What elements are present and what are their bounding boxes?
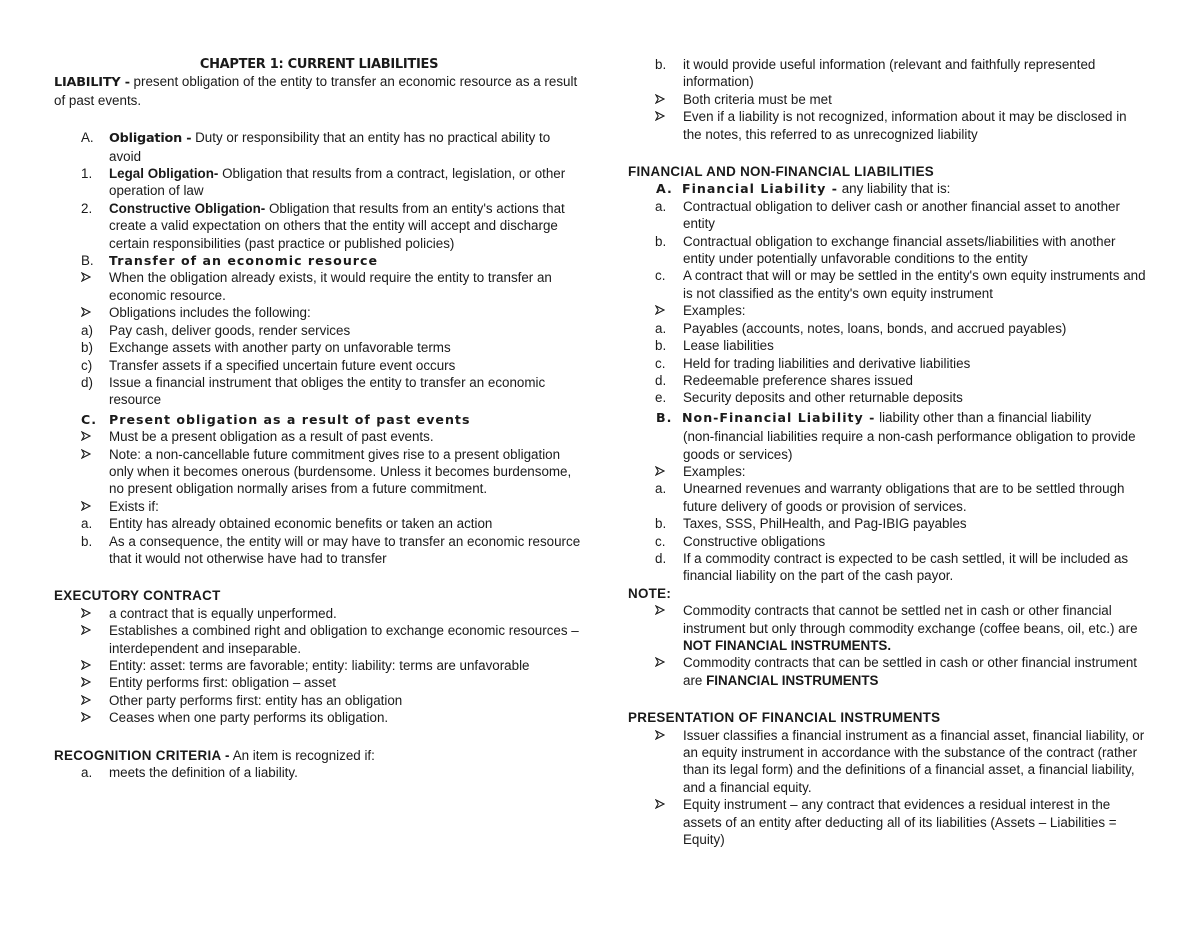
list-item: b) Exchange assets with another party on unfavorable terms — [81, 340, 451, 356]
arrow-bullet-icon — [655, 657, 665, 667]
bullet-item: Must be a present obligation as a result of past events. — [54, 428, 584, 445]
list-item: d. If a commodity contract is expected to be cash settled, it will be included as financial liability on the part of the cash payor. — [655, 550, 1129, 584]
arrow-bullet-icon — [81, 625, 91, 635]
liability-definition: LIABILITY - present obligation of the entity to transfer an economic resource as a result of past events. — [54, 74, 578, 108]
arrow-bullet-icon — [655, 605, 665, 615]
bullet-item: Both criteria must be met — [628, 91, 1148, 108]
recognition-criteria-heading: RECOGNITION CRITERIA - An item is recognized if: — [54, 747, 375, 763]
list-item: a. Contractual obligation to deliver cash or another financial asset to another entity — [655, 198, 1120, 232]
list-item: c. Held for trading liabilities and derivative liabilities — [655, 355, 971, 371]
bullet-item: Commodity contracts that can be settled in cash or other financial instrument are FINANCIAL INSTRUMENTS — [628, 654, 1148, 689]
list-item: b. Contractual obligation to exchange financial assets/liabilities with another entity under potentially unfavorable conditions to the entity — [655, 233, 1116, 267]
list-item: b. it would provide useful information (relevant and faithfully represented information) — [655, 57, 1096, 90]
list-item: b. Lease liabilities — [655, 338, 774, 354]
right-column — [628, 56, 1148, 848]
financial-liabilities-heading: FINANCIAL AND NON-FINANCIAL LIABILITIES — [628, 164, 935, 180]
arrow-bullet-icon — [81, 449, 91, 459]
left-column — [54, 56, 584, 781]
present-obligation-heading: C. Present obligation as a result of past events — [81, 411, 471, 427]
arrow-bullet-icon — [655, 305, 665, 315]
bullet-item: Examples: — [628, 463, 1148, 480]
bullet-item: Equity instrument – any contract that evidences a residual interest in the assets of an entity after deducting all of its liabilities (Assets – Liabilities = Equity) — [628, 796, 1148, 848]
list-item: d. Redeemable preference shares issued — [655, 372, 914, 388]
financial-liability-item: A. Financial Liability - any liability that is: — [656, 181, 951, 197]
arrow-bullet-icon — [81, 272, 91, 282]
list-item: a. Payables (accounts, notes, loans, bonds, and accrued payables) — [655, 320, 1067, 336]
note-heading: NOTE: — [628, 585, 672, 601]
bullet-item: Entity: asset: terms are favorable; entity: liability: terms are unfavorable — [54, 657, 584, 674]
arrow-bullet-icon — [81, 712, 91, 722]
arrow-bullet-icon — [81, 307, 91, 317]
non-financial-note: (non-financial liabilities require a non-cash performance obligation to provide goods or services) — [683, 429, 1136, 462]
non-financial-liability-item: B. Non-Financial Liability - liability other than a financial liability — [656, 409, 1092, 425]
bullet-item: Issuer classifies a financial instrument as a financial asset, financial liability, or an equity instrument in accordance with the substance of the contract (rather than its legal form) and the definitions of a financial asset, a financial liability, and a financial equity. — [628, 727, 1148, 797]
page-title: CHAPTER 1: CURRENT LIABILITIES — [199, 57, 439, 72]
bullet-item: Other party performs first: entity has an obligation — [54, 692, 584, 709]
bullet-item: Establishes a combined right and obligation to exchange economic resources – interdependent and inseparable. — [54, 622, 584, 657]
arrow-bullet-icon — [81, 431, 91, 441]
arrow-bullet-icon — [81, 501, 91, 511]
bullet-item: a contract that is equally unperformed. — [54, 605, 584, 622]
list-item: e. Security deposits and other returnable deposits — [655, 390, 963, 406]
list-item: c) Transfer assets if a specified uncertain future event occurs — [81, 357, 456, 373]
list-item: d) Issue a financial instrument that obliges the entity to transfer an economic resource — [81, 374, 546, 408]
list-item: c. Constructive obligations — [655, 533, 826, 549]
arrow-bullet-icon — [81, 695, 91, 705]
executory-contract-heading: EXECUTORY CONTRACT — [54, 588, 221, 604]
arrow-bullet-icon — [81, 608, 91, 618]
arrow-bullet-icon — [655, 730, 665, 740]
transfer-heading: B. Transfer of an economic resource — [81, 253, 379, 269]
presentation-heading: PRESENTATION OF FINANCIAL INSTRUMENTS — [628, 710, 941, 726]
constructive-obligation-item: 2. Constructive Obligation- Obligation that results from an entity's actions that create a valid expectation on others that the entity will accept and discharge certain responsibilities (past practice or published policies) — [81, 200, 565, 251]
list-item: a) Pay cash, deliver goods, render services — [81, 322, 351, 338]
list-item: b. As a consequence, the entity will or may have to transfer an economic resource that it would not otherwise have had to transfer — [81, 533, 581, 566]
bullet-item: Commodity contracts that cannot be settled net in cash or other financial instrument but only through commodity exchange (coffee beans, oil, etc.) are NOT FINANCIAL INSTRUMENTS. — [628, 602, 1148, 654]
legal-obligation-item: 1. Legal Obligation- Obligation that results from a contract, legislation, or other operation of law — [81, 166, 566, 199]
bullet-item: When the obligation already exists, it would require the entity to transfer an economic resource. — [54, 269, 584, 304]
arrow-bullet-icon — [655, 799, 665, 809]
list-item: b. Taxes, SSS, PhilHealth, and Pag-IBIG payables — [655, 516, 967, 532]
obligation-item: A. Obligation - Duty or responsibility that an entity has no practical ability to avoid — [81, 130, 551, 164]
bullet-item: Examples: — [628, 302, 1148, 319]
bullet-item: Obligations includes the following: — [54, 304, 584, 321]
list-item: a. meets the definition of a liability. — [81, 765, 298, 781]
bullet-item: Ceases when one party performs its obligation. — [54, 709, 584, 726]
bullet-item: Exists if: — [54, 498, 584, 515]
list-item: a. Entity has already obtained economic benefits or taken an action — [81, 516, 493, 532]
arrow-bullet-icon — [81, 660, 91, 670]
bullet-item: Even if a liability is not recognized, information about it may be disclosed in the notes, this referred to as unrecognized liability — [628, 108, 1148, 143]
arrow-bullet-icon — [655, 111, 665, 121]
arrow-bullet-icon — [655, 94, 665, 104]
arrow-bullet-icon — [655, 466, 665, 476]
list-item: c. A contract that will or may be settled in the entity's own equity instruments and is not classified as the entity's own equity instrument — [655, 268, 1146, 301]
arrow-bullet-icon — [81, 677, 91, 687]
list-item: a. Unearned revenues and warranty obligations that are to be settled through future delivery of goods or provision of services. — [655, 481, 1125, 514]
bullet-item: Entity performs first: obligation – asset — [54, 674, 584, 691]
bullet-item: Note: a non-cancellable future commitment gives rise to a present obligation only when it becomes onerous (burdensome. Unless it becomes burdensome, no present obligation normally arises from a future commitment. — [54, 446, 584, 498]
